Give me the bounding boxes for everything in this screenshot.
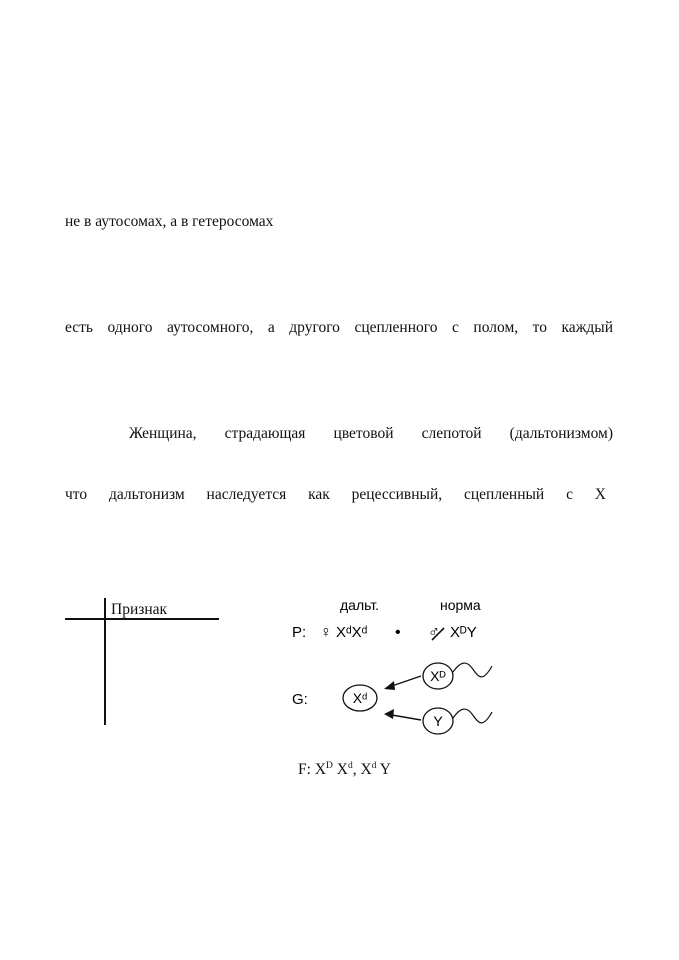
female-phenotype-label: дальт. xyxy=(340,597,380,613)
text-line-2: есть одного аутосомного, а другого сцепленного с полом, то каждый xyxy=(65,319,613,336)
male-symbol-icon: ♂ xyxy=(428,624,440,641)
text-line-1: не в аутосомах, а в гетеросомах xyxy=(65,213,274,230)
female-gamete xyxy=(343,685,377,711)
male-gamete-xd-label: Xᴰ xyxy=(430,668,446,684)
fertilization-arrows xyxy=(384,676,421,720)
female-gamete-label: Xᵈ xyxy=(352,690,368,706)
cross-dot: • xyxy=(395,624,401,641)
offspring-child-2: $X^d$ Y xyxy=(360,761,391,778)
gametes-label: G: xyxy=(292,691,308,708)
parents-label: P: xyxy=(292,624,307,641)
offspring-label: F: xyxy=(298,761,311,778)
sperm-tail-icon xyxy=(453,709,492,723)
offspring-child-1: $X^D$ $X^d$ xyxy=(314,761,353,778)
offspring-separator: , xyxy=(352,761,357,778)
male-gamete-y xyxy=(423,708,492,734)
sperm-tail-icon xyxy=(453,663,492,677)
text-line-3: Женщина, страдающая цветовой слепотой (дальтонизмом) xyxy=(129,425,613,442)
female-symbol-icon: ♀ xyxy=(320,624,332,641)
inheritance-diagram xyxy=(282,580,502,740)
male-gamete-y-label: Y xyxy=(433,713,443,729)
offspring-line xyxy=(298,761,391,779)
male-genotype: XᴰY xyxy=(450,624,477,641)
male-phenotype-label: норма xyxy=(440,597,481,613)
female-genotype: XᵈXᵈ xyxy=(336,624,368,641)
table-header-trait: Признак xyxy=(111,601,168,618)
male-gamete-xd xyxy=(423,663,492,689)
text-line-4: что дальтонизм наследуется как рецессивный, сцепленный с X xyxy=(65,486,606,503)
